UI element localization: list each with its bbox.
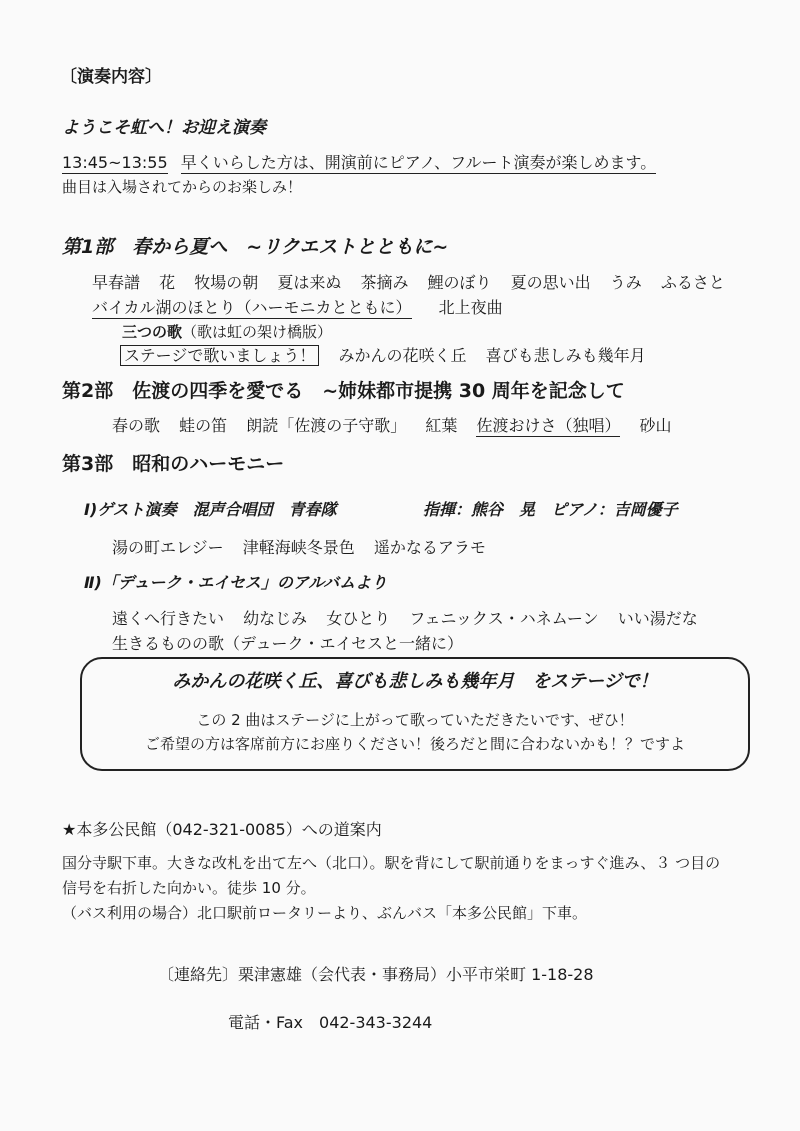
song-item: 牧場の朝 — [194, 273, 259, 292]
song-item: 蛙の笛 — [179, 416, 228, 435]
guest-songs — [112, 535, 486, 558]
part3-title: 第3部 昭和のハーモニー — [62, 453, 285, 475]
mitsu-note: （歌は虹の架け橋版） — [182, 323, 333, 341]
song-item: 女ひとり — [326, 609, 391, 628]
part1-title: 第1部 春から夏へ ~リクエストとともに~ — [62, 236, 449, 258]
welcome-desc: 早くいらした方は、開演前にピアノ、フルート演奏が楽しめます。 — [180, 153, 657, 172]
stage-song2: 喜びも悲しみも幾年月 — [485, 346, 646, 365]
song-item: 紅葉 — [425, 416, 458, 435]
stage-line — [120, 343, 646, 366]
song-item: 朗読「佐渡の子守歌」 — [246, 416, 407, 435]
song-item: フェニックス・ハネムーン — [409, 609, 599, 628]
duke-songs-line2: 生きるものの歌（デューク・エイセスと一緒に） — [112, 634, 464, 653]
part1-songs-line1 — [92, 270, 725, 293]
song-item: 夏の思い出 — [510, 273, 591, 292]
song-item: 花 — [159, 273, 176, 292]
welcome-title: ようこそ虹へ！お迎え演奏 — [62, 118, 266, 138]
song-item: うみ — [609, 273, 642, 292]
part2-songs — [112, 413, 672, 436]
song-item: 春の歌 — [112, 416, 161, 435]
song-item: 遥かなるアラモ — [373, 538, 486, 557]
song-item: いい湯だな — [617, 609, 698, 628]
song-kitakami: 北上夜曲 — [438, 298, 503, 317]
song-harmonica: バイカル湖のほとり（ハーモニカとともに） — [92, 298, 412, 317]
song-item: 茶摘み — [360, 273, 409, 292]
duke-heading: Ⅱ)「デューク・エイセス」のアルバムより — [84, 573, 388, 592]
welcome-time: 13:45~13:55 — [62, 153, 168, 172]
song-item: 津軽海峡冬景色 — [242, 538, 355, 557]
song-solo: 佐渡おけさ（独唱） — [476, 416, 621, 435]
guest-conductor: 指揮：熊谷 晃 ピアノ：吉岡優子 — [423, 500, 678, 519]
song-item: 夏は来ぬ — [277, 273, 342, 292]
song-item: 湯の町エレジー — [112, 538, 224, 557]
guest-heading: Ⅰ)ゲスト演奏 混声合唱団 青春隊 — [84, 500, 337, 519]
part2-title: 第2部 佐渡の四季を愛でる ~姉妹都市提携 30 周年を記念して — [62, 380, 625, 402]
song-item: 砂山 — [639, 416, 672, 435]
song-item: 幼なじみ — [243, 609, 308, 628]
directions-line2: 信号を右折した向かい。徒歩 10 分。 — [62, 879, 316, 897]
contact-line: 〔連絡先〕栗津憲雄（会代表・事務局）小平市栄町 1-18-28 — [158, 965, 594, 984]
part1-songs-line2 — [92, 295, 503, 318]
stage-song1: みかんの花咲く丘 — [338, 346, 467, 365]
song-item: ふるさと — [660, 273, 725, 292]
duke-songs-line1 — [112, 606, 698, 629]
song-item: 遠くへ行きたい — [112, 609, 225, 628]
mitsu-line — [122, 321, 332, 342]
callout-title: みかんの花咲く丘、喜びも悲しみも幾年月 をステージで！ — [172, 671, 658, 692]
directions-title: ★本多公民館（042-321-0085）への道案内 — [62, 820, 382, 839]
contact-phone: 電話・Fax 042-343-3244 — [228, 1013, 433, 1032]
welcome-line — [62, 150, 656, 173]
stage-label: ステージで歌いましょう！ — [120, 345, 319, 366]
callout-line1: この 2 曲はステージに上がって歌っていただきたいです、ぜひ！ — [196, 711, 634, 729]
directions-line3: （バス利用の場合）北口駅前ロータリーより、ぶんバス「本多公民館」下車。 — [62, 904, 588, 922]
welcome-note: 曲目は入場されてからのお楽しみ！ — [62, 178, 303, 196]
song-item: 早春譜 — [92, 273, 141, 292]
callout-line2: ご希望の方は客席前方にお座りください！後ろだと間に合わないかも！？ですよ — [144, 735, 685, 753]
mitsu-title: 三つの歌 — [122, 323, 183, 341]
directions-line1: 国分寺駅下車。大きな改札を出て左へ（北口）。駅を背にして駅前通りをまっすぐ進み、３ つ目の — [62, 854, 721, 872]
song-item: 鯉のぼり — [427, 273, 492, 292]
section-label: 〔演奏内容〕 — [60, 67, 162, 87]
